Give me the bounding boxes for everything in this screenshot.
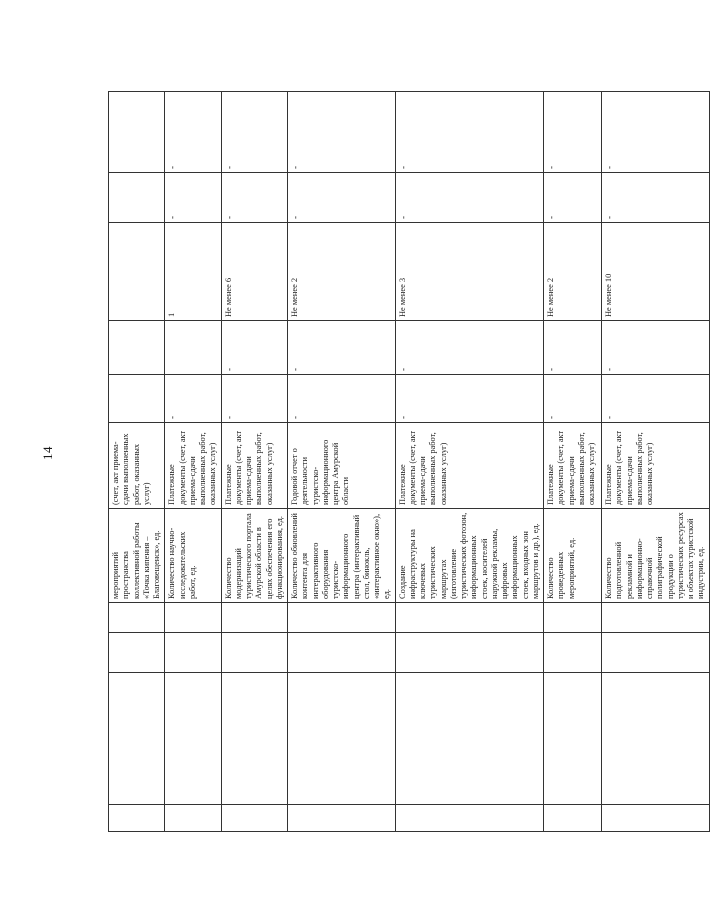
empty-cell [395,633,544,673]
value-cell: Не менее 10 [602,223,710,321]
activity-cell [602,673,710,805]
table-row [544,92,602,832]
value-cell: Не менее 2 [544,223,602,321]
value-cell: - [165,173,221,223]
activity-cell [109,673,165,805]
empty-cell [221,633,288,673]
value-cell: - [288,92,396,173]
activity-cell [165,673,221,805]
value-cell: - [288,321,396,375]
value-cell: Не менее 2 [288,223,396,321]
rotated-table [108,92,706,832]
table-row [221,92,288,832]
empty-cell [288,633,396,673]
row-number-cell [109,805,165,832]
value-cell: - [395,92,544,173]
value-cell: - [544,321,602,375]
row-number-cell [602,805,710,832]
empty-cell [544,603,602,633]
value-cell: Не менее 3 [395,223,544,321]
source-cell: Платежные документы (счет, акт приема-сдачи выполненных работ, оказанных услуг) [602,423,710,509]
value-cell [109,223,165,321]
activity-cell [544,673,602,805]
table-area [108,92,706,832]
value-cell: - [165,375,221,423]
row-number-cell [544,805,602,832]
activity-cell [221,673,288,805]
table-row [602,92,710,832]
value-cell: - [602,173,710,223]
table-row [288,92,396,832]
row-number-cell [288,805,396,832]
value-cell: - [602,375,710,423]
empty-cell [544,633,602,673]
empty-cell [109,633,165,673]
row-number-cell [395,805,544,832]
value-cell: - [165,92,221,173]
activity-cell [288,673,396,805]
indicator-cell: мероприятий пространства коллективной работы «Точка кипения – Благовещенск», ед. [109,509,165,603]
value-cell: - [395,173,544,223]
row-number-cell [221,805,288,832]
empty-cell [165,633,221,673]
value-cell: - [395,321,544,375]
table-row [109,92,165,832]
source-cell: (счет, акт приема-сдачи выполненных работ, оказанных услуг) [109,423,165,509]
table-row [395,92,544,832]
value-cell [109,375,165,423]
value-cell [109,173,165,223]
value-cell: 1 [165,223,221,321]
value-cell: - [395,375,544,423]
empty-cell [221,603,288,633]
value-cell: - [288,375,396,423]
value-cell: - [221,375,288,423]
indicator-cell: Количество модернизаций туристического портала Амурской области в целях обеспечения его функционирования, ед. [221,509,288,603]
indicator-cell: Количество обновлений контента для интерактивного оборудования туристско-информационного центра (интерактивный стол, бинокль, «интерактивное окно»), ед. [288,509,396,603]
value-cell: Не менее 6 [221,223,288,321]
value-cell [109,321,165,375]
value-cell: - [602,92,710,173]
indicator-cell: Количество подготовленной рекламной и информационно-справочной полиграфической продукции о туристических ресурсах и объектах туристской индустрии, ед. [602,509,710,603]
source-cell: Платежные документы (счет, акт приема-сдачи выполненных работ, оказанных услуг) [221,423,288,509]
source-cell: Годовой отчет о деятельности туристско-информационного центра Амурской области [288,423,396,509]
source-cell: Платежные документы (счет, акт приема-сдачи выполненных работ, оказанных услуг) [395,423,544,509]
value-cell: - [221,173,288,223]
source-cell: Платежные документы (счет, акт приема-сдачи выполненных работ, оказанных услуг) [544,423,602,509]
value-cell: - [544,173,602,223]
empty-cell [165,603,221,633]
indicator-cell: Количество проведенных мероприятий, ед. [544,509,602,603]
value-cell: - [602,321,710,375]
indicators-table [108,91,710,832]
source-cell: Платежные документы (счет, акт приема-сдачи выполненных работ, оказанных услуг) [165,423,221,509]
value-cell: - [544,92,602,173]
indicator-cell: Количество научно-исследовательских работ, ед. [165,509,221,603]
empty-cell [602,603,710,633]
empty-cell [602,633,710,673]
value-cell: - [221,321,288,375]
value-cell [165,321,221,375]
empty-cell [395,603,544,633]
table-row [165,92,221,832]
value-cell: - [221,92,288,173]
row-number-cell [165,805,221,832]
indicator-cell: Создание инфраструктуры на ключевых туристических маршрутах (изготовление туристических фотозон, информационных стоек, носителей наружной рекламы, цифровых информационных стоек, входных зон маршрутов и др.), ед. [395,509,544,603]
empty-cell [109,603,165,633]
value-cell: - [544,375,602,423]
activity-cell [395,673,544,805]
value-cell: - [288,173,396,223]
page-number: 14 [40,446,55,460]
empty-cell [288,603,396,633]
value-cell [109,92,165,173]
